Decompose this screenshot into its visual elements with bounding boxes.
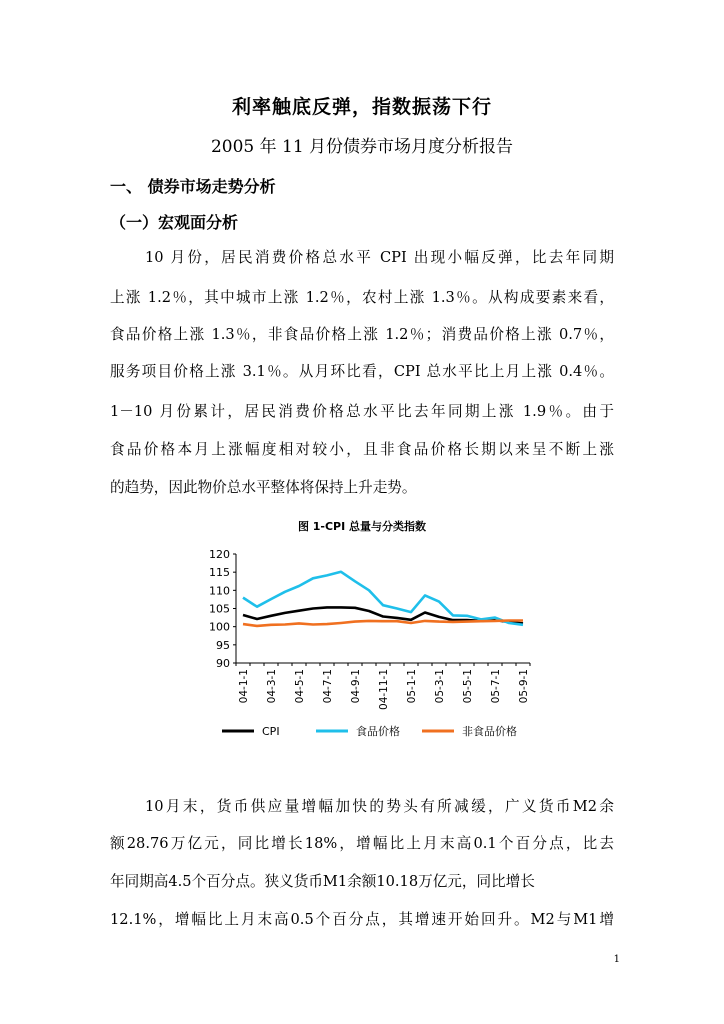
legend-label: 非食品价格 bbox=[462, 725, 517, 738]
document-title: 利率触底反弹，指数振荡下行 bbox=[231, 96, 492, 118]
paragraph-line: 食品价格本月上涨幅度相对较小，且非食品价格长期以来呈不断上涨 bbox=[110, 441, 614, 458]
paragraph-line: 服务项目价格上涨 3.1％。从月环比看，CPI 总水平比上月上涨 0.4％。 bbox=[110, 363, 614, 380]
x-tick-label: 04-3-1 bbox=[266, 669, 278, 704]
paragraph-line: 10月末，货币供应量增幅加快的势头有所减缓，广义货币M2余 bbox=[145, 798, 614, 815]
x-tick-label: 05-3-1 bbox=[434, 669, 446, 704]
y-tick-label: 90 bbox=[216, 657, 230, 670]
chart-legend bbox=[222, 724, 517, 738]
x-tick-label: 04-5-1 bbox=[294, 669, 306, 704]
page-number: 1 bbox=[613, 954, 620, 965]
y-tick-label: 95 bbox=[216, 638, 230, 652]
subsection-heading: （一）宏观面分析 bbox=[110, 213, 239, 232]
chart-lines bbox=[243, 572, 523, 626]
x-tick-label: 04-1-1 bbox=[238, 669, 250, 704]
x-tick-label: 05-5-1 bbox=[462, 669, 474, 704]
x-tick-label: 05-7-1 bbox=[490, 669, 502, 704]
x-tick-label: 05-1-1 bbox=[406, 669, 418, 704]
y-tick-label: 100 bbox=[209, 620, 230, 634]
cpi-line-chart bbox=[200, 540, 540, 750]
paragraph-line: 1－10 月份累计，居民消费价格总水平比去年同期上涨 1.9％。由于 bbox=[110, 403, 614, 420]
paragraph-line: 食品价格上涨 1.3％，非食品价格上涨 1.2％；消费品价格上涨 0.7％， bbox=[110, 326, 614, 343]
chart-axes bbox=[209, 548, 530, 710]
x-tick-label: 04-11-1 bbox=[378, 669, 390, 710]
legend-label: 食品价格 bbox=[356, 725, 400, 738]
y-tick-label: 110 bbox=[209, 584, 230, 598]
x-tick-label: 04-7-1 bbox=[322, 669, 334, 704]
paragraph-line: 10 月份，居民消费价格总水平 CPI 出现小幅反弹，比去年同期 bbox=[145, 249, 614, 266]
y-tick-label: 105 bbox=[209, 602, 230, 616]
section-heading: 一、 债券市场走势分析 bbox=[110, 177, 276, 196]
paragraph-line: 年同期高4.5个百分点。狭义货币M1余额10.18万亿元，同比增长 bbox=[110, 873, 535, 890]
y-tick-label: 120 bbox=[209, 548, 230, 561]
series-line-非食品价格 bbox=[243, 621, 523, 626]
document-subtitle: 2005 年 11 月份债券市场月度分析报告 bbox=[210, 137, 514, 157]
paragraph-line: 的趋势，因此物价总水平整体将保持上升走势。 bbox=[110, 479, 417, 496]
paragraph-line: 额28.76万亿元，同比增长18%，增幅比上月末高0.1个百分点，比去 bbox=[110, 835, 614, 852]
x-tick-label: 05-9-1 bbox=[518, 669, 530, 704]
legend-label: CPI bbox=[262, 725, 280, 738]
paragraph-line: 12.1%，增幅比上月末高0.5个百分点，其增速开始回升。M2与M1增 bbox=[110, 911, 614, 928]
x-tick-label: 04-9-1 bbox=[350, 669, 362, 704]
paragraph-line: 上涨 1.2％，其中城市上涨 1.2％，农村上涨 1.3％。从构成要素来看， bbox=[110, 289, 614, 306]
chart-title: 图 1-CPI 总量与分类指数 bbox=[297, 520, 427, 533]
y-tick-label: 115 bbox=[209, 566, 230, 580]
